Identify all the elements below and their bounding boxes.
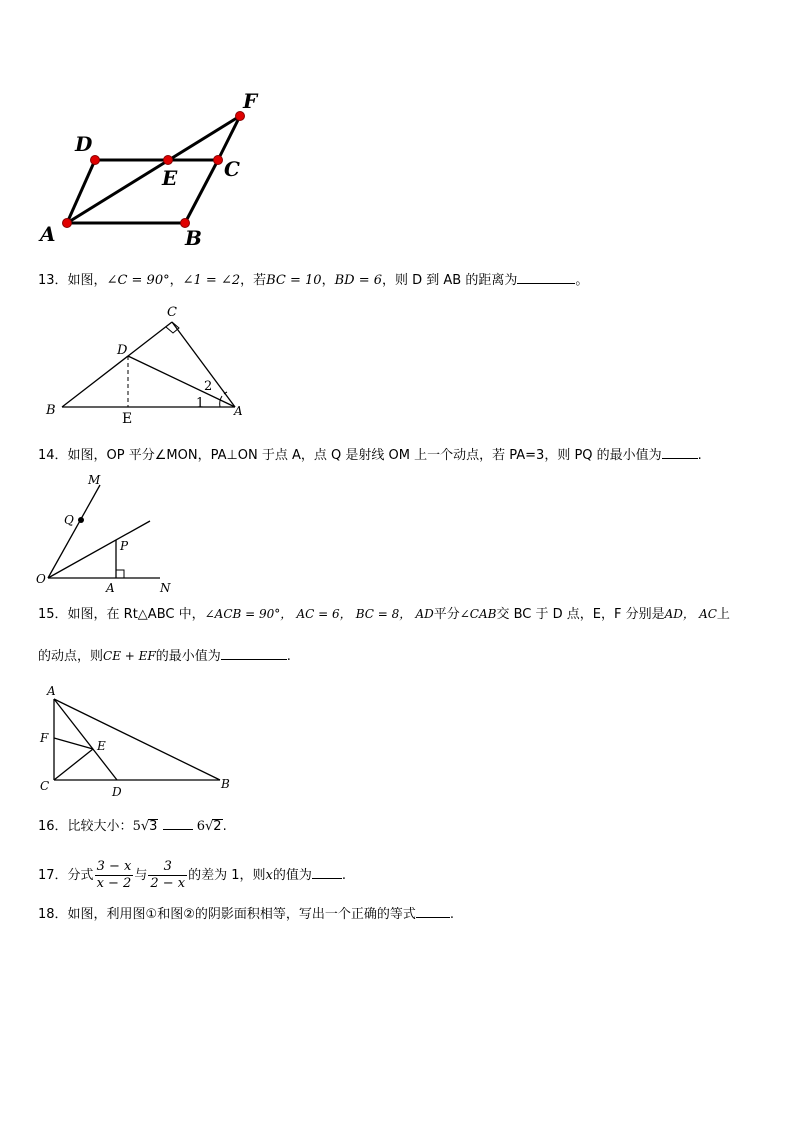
answer-blank[interactable] [416,905,450,918]
answer-blank[interactable] [163,817,193,830]
math-expression: AC [699,607,717,621]
radical-sign: √ [140,819,150,834]
label-n: N [160,581,171,595]
fraction-numerator: 3 − x [96,859,132,874]
math-coefficient: 6 [196,819,205,834]
math-expression: AD， [664,607,695,621]
label-m: M [88,473,101,487]
question-text: 如图，在 Rt△ABC 中， [67,607,205,622]
label-e: E [122,411,133,427]
question-text: ， [321,273,335,288]
label-o: O [36,572,46,586]
fraction-numerator: 3 [148,859,187,876]
label-a: A [47,684,56,698]
figure-parallelogram [35,88,275,253]
math-expression: ∠1 = ∠2 [182,273,241,288]
segment-ad [128,356,235,407]
label-q: Q [64,513,74,527]
label-d: D [112,785,122,799]
fraction-denominator: x − 2 [96,876,132,891]
math-expression: BC = 10 [266,273,322,288]
math-expression: CE + EF [103,649,156,663]
segment-bc [185,160,218,223]
question-text: ，若 [240,273,267,288]
figure-right-triangle-bisector [40,300,260,430]
question-number: 17． [38,868,68,883]
question-text: 的最小值为 [155,649,221,664]
label-a: A [234,404,243,418]
question-17 [38,858,346,894]
math-expression: BC = 8， [355,607,412,621]
label-d: D [75,132,93,156]
question-text: ，则 D 到 AB 的距离为 [382,273,518,288]
question-text: . [286,649,291,664]
segment-bc [62,322,172,407]
answer-blank[interactable] [312,866,342,879]
label-b: B [221,777,230,791]
label-c: C [40,779,50,793]
question-text: . [697,448,702,463]
answer-blank[interactable] [517,271,575,284]
question-16 [38,817,227,836]
label-c: C [224,157,240,181]
question-text: 如图，OP 平分∠MON，PA⊥ON 于点 A，点 Q 是射线 OM 上一个动点，若 PA=3，则 PQ 的最小值为 [67,448,662,463]
math-variable: x [265,868,273,883]
question-text: 比较大小： [67,819,133,834]
right-angle-mark [116,570,124,578]
label-b: B [185,226,202,250]
label-p: P [120,539,129,553]
label-f: F [243,89,258,113]
question-text: 的差为 1，则 [188,868,266,883]
figure-right-triangle-ce-ef [35,682,240,800]
label-b: B [46,403,56,418]
label-angle-1: 1 [196,396,205,411]
label-e: E [97,739,106,753]
math-expression: ∠C = 90° [106,273,170,288]
question-text: 。 [575,273,589,288]
math-coefficient: 5 [132,819,141,834]
point-c [214,156,223,165]
point-e [164,156,173,165]
question-text: 的动点，则 [38,649,104,664]
label-d: D [117,343,128,358]
label-angle-2: 2 [204,379,213,394]
math-radicand: 2 [213,819,222,834]
fraction-denominator: 2 − x [150,876,186,891]
fraction-2 [148,859,187,892]
question-number: 16． [38,819,68,834]
question-15-line-2 [38,647,291,666]
label-a: A [40,222,56,246]
question-18 [38,905,454,924]
question-text: . [341,868,347,883]
math-expression: AC = 6， [296,607,352,621]
math-expression: AD [415,607,434,621]
label-e: E [162,166,178,190]
answer-blank[interactable] [221,647,287,660]
fraction-1 [95,859,134,892]
segment-fe [54,738,93,749]
answer-blank[interactable] [662,446,698,459]
question-text: 交 BC 于 D 点，E，F 分别是 [496,607,665,622]
label-c: C [167,305,177,320]
question-number: 18． [38,907,68,922]
question-text: . [222,819,227,834]
angle-arc [220,396,222,407]
question-text: 的值为 [272,868,312,883]
question-text: 分式 [67,868,94,883]
math-expression: ∠CAB [459,607,497,621]
question-15 [38,605,730,624]
question-number: 15． [38,607,68,622]
segment-ce [54,749,93,780]
question-text: 与 [134,868,148,883]
question-13 [38,271,588,290]
radical-sign: √ [204,819,214,834]
question-text: 如图， [67,273,107,288]
point-d [91,156,100,165]
question-text: 平分 [433,607,460,622]
segment-ad [54,699,117,780]
question-text: . [449,907,454,922]
label-a: A [106,581,115,595]
segment-ca [172,322,235,407]
math-expression: BD = 6 [334,273,382,288]
figure-angle-bisector [30,470,190,595]
question-number: 13． [38,273,68,288]
segment-ab [54,699,220,780]
label-f: F [40,731,49,745]
math-radicand: 3 [149,819,158,834]
question-14 [38,446,702,465]
question-text: ， [169,273,183,288]
math-expression: ∠ACB = 90°， [204,607,293,621]
point-q [78,517,84,523]
question-text: 上 [716,607,730,622]
point-a [63,219,72,228]
question-number: 14． [38,448,68,463]
question-text: 如图，利用图①和图②的阴影面积相等，写出一个正确的等式 [67,907,416,922]
